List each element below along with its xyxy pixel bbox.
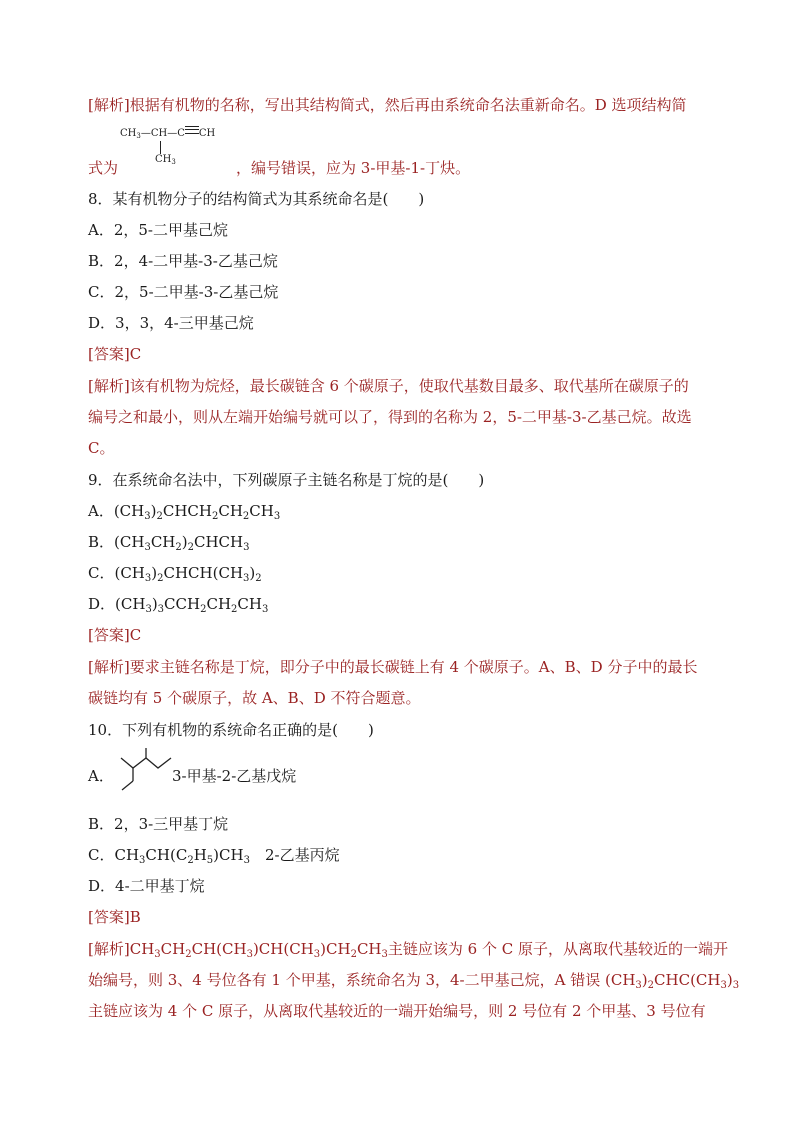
option-c: C．2，5-二甲基-3-乙基己烷 [88,283,279,301]
analysis-label: [解析] [88,96,130,114]
answer-value: C [129,626,142,644]
answer-value: B [129,908,141,926]
option-a-name: 3-甲基-2-乙基戊烷 [172,767,297,785]
option-a: A． [88,767,114,785]
option-c: C．$(CH_3)_2CHCH(CH_3)_2$ [88,564,262,584]
analysis-text: 根据有机物的名称，写出其结构简式，然后再由系统命名法重新命名。D 选项结构简 [129,96,687,114]
branch-bond [160,141,161,154]
option-b: B．2，4-二甲基-3-乙基己烷 [88,252,278,270]
option-d: D．3，3，4-三甲基己烷 [88,314,254,332]
analysis-line: 式为 ，编号错误，应为 3-甲基-1-丁炔。 [88,159,471,177]
option-a: A．2，5-二甲基己烷 [88,221,228,239]
analysis-line: 编号之和最小，则从左端开始编号就可以了，得到的名称为 2，5-二甲基-3-乙基己烷。故选 [88,408,692,426]
analysis-line: [解析]该有机物为烷烃，最长碳链含 6 个碳原子，使取代基数目最多、取代基所在碳原子的 [88,377,689,395]
option-c: C．$CH_3CH(C_2H_5)CH_3$ 2-乙基丙烷 [88,846,340,866]
option-a: A．$(CH_3)_2CHCH_2CH_2CH_3$ [88,502,281,522]
structural-formula-d: $CH_3—CH—C$ CH [120,128,216,140]
question-8-stem: 8．某有机物分子的结构简式为其系统命名是( ) [88,190,425,208]
option-b: B．2，3-三甲基丁烷 [88,815,229,833]
answer-line: [答案]C [88,626,142,644]
option-b: B．$(CH_3CH_2)_2CHCH_3$ [88,533,250,553]
triple-bond [185,126,199,134]
analysis-line: 始编号，则 3、4 号位各有 1 个甲基，系统命名为 3，4-二甲基己烷，A 错误 $(CH_3)_2CHC(CH_3)_3$ [88,971,740,991]
analysis-line: C。 [88,439,115,457]
analysis-line: 碳链均有 5 个碳原子，故 A、B、D 不符合题意。 [88,689,421,707]
option-d: D．$(CH_3)_3CCH_2CH_2CH_3$ [88,595,269,615]
analysis-line [88,95,687,115]
branch-methyl: $CH_3$ [155,154,176,166]
answer-line: [答案]C [88,345,142,363]
analysis-line: [解析]要求主链名称是丁烷，即分子中的最长碳链上有 4 个碳原子。A、B、D 分子中的最长 [88,658,698,676]
answer-value: C [129,345,142,363]
option-d: D．4-二甲基丁烷 [88,877,205,895]
skeletal-formula-icon [118,748,176,794]
question-9-stem: 9．在系统命名法中，下列碳原子主链名称是丁烷的是( ) [88,471,485,489]
analysis-line: 主链应该为 4 个 C 原子，从离取代基较近的一端开始编号，则 2 号位有 2 个甲基、3 号位有 [88,1002,706,1020]
analysis-line: [解析]$CH_3CH_2CH(CH_3)CH(CH_3)CH_2CH_3$主链应该为 6 个 C 原子，从离取代基较近的一端开 [88,940,728,960]
question-10-stem: 10．下列有机物的系统命名正确的是( ) [88,721,374,739]
answer-line: [答案]B [88,908,141,926]
